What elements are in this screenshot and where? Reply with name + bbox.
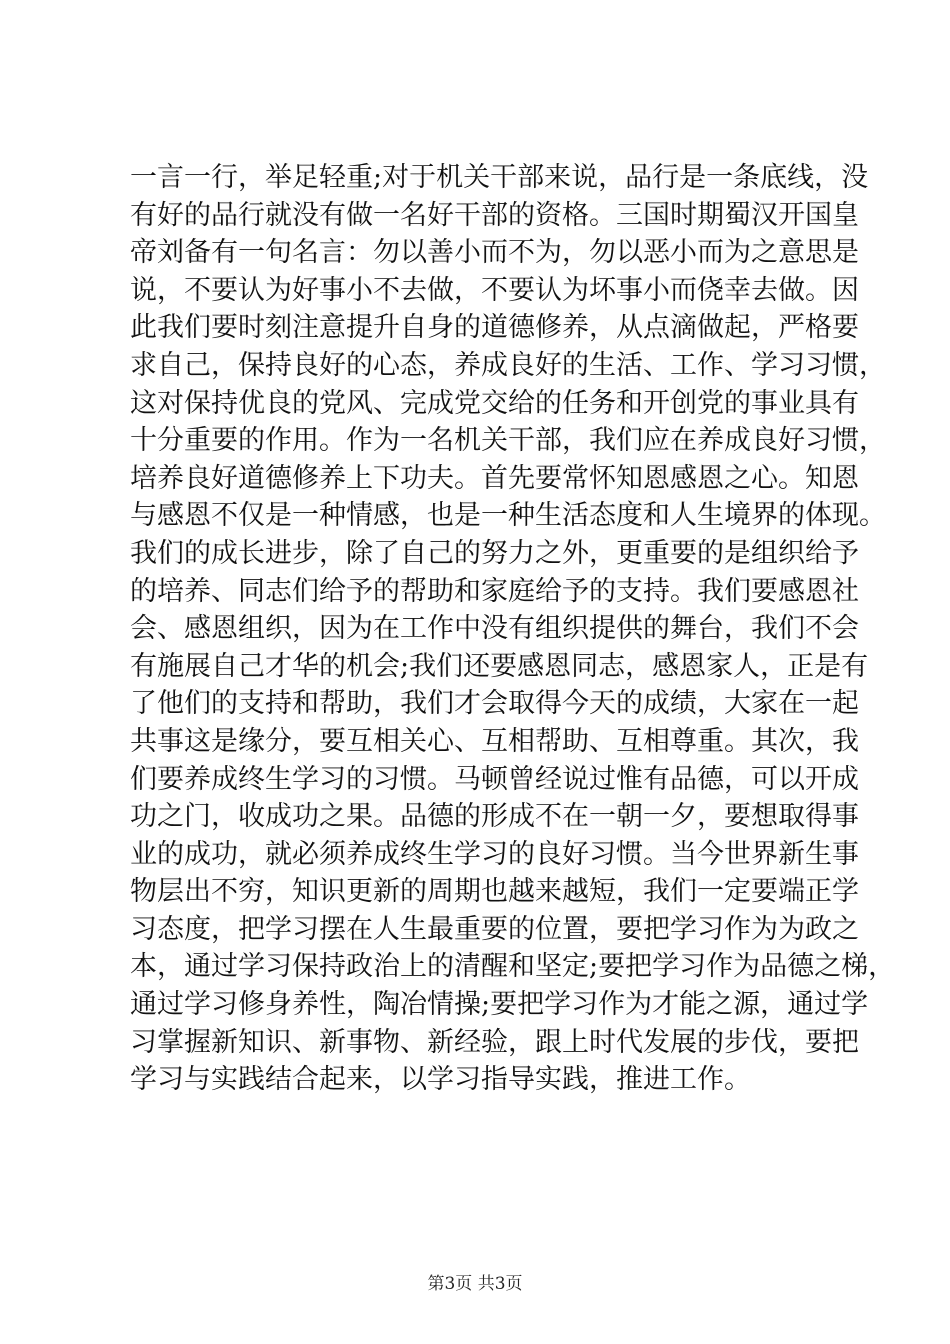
text-line: 十分重要的作用。作为一名机关干部，我们应在养成良好习惯， — [130, 425, 886, 457]
text-line: 的培养、同志们给予的帮助和家庭给予的支持。我们要感恩社 — [130, 575, 859, 607]
text-line: 我们的成长进步，除了自己的努力之外，更重要的是组织给予 — [130, 537, 859, 569]
text-line: 习态度，把学习摆在人生最重要的位置，要把学习作为为政之 — [130, 913, 859, 945]
text-line: 与感恩不仅是一种情感，也是一种生活态度和人生境界的体现。 — [130, 500, 886, 532]
text-line: 了他们的支持和帮助，我们才会取得今天的成绩，大家在一起 — [130, 688, 859, 720]
text-line: 帝刘备有一句名言：勿以善小而不为，勿以恶小而为之意思是 — [130, 237, 859, 269]
text-line: 有施展自己才华的机会;我们还要感恩同志，感恩家人，正是有 — [130, 650, 869, 682]
text-line: 培养良好道德修养上下功夫。首先要常怀知恩感恩之心。知恩 — [130, 462, 859, 494]
text-line: 一言一行，举足轻重;对于机关干部来说，品行是一条底线，没 — [130, 162, 869, 193]
text-line: 求自己，保持良好的心态，养成良好的生活、工作、学习习惯， — [130, 349, 886, 381]
text-line: 学习与实践结合起来，以学习指导实践，推进工作。 — [130, 1064, 751, 1096]
text-line: 说，不要认为好事小不去做，不要认为坏事小而侥幸去做。因 — [130, 274, 859, 306]
page-number-footer: 第3页 共3页 — [427, 1274, 523, 1294]
text-line: 物层出不穷，知识更新的周期也越来越短，我们一定要端正学 — [130, 876, 859, 908]
text-line: 们要养成终生学习的习惯。马顿曾经说过惟有品德，可以开成 — [130, 763, 859, 795]
text-line: 习掌握新知识、新事物、新经验，跟上时代发展的步伐，要把 — [130, 1026, 859, 1058]
text-line: 业的成功，就必须养成终生学习的良好习惯。当今世界新生事 — [130, 838, 859, 870]
text-line: 共事这是缘分，要互相关心、互相帮助、互相尊重。其次，我 — [130, 725, 859, 757]
body-paragraph — [130, 159, 896, 1099]
text-line: 有好的品行就没有做一名好干部的资格。三国时期蜀汉开国皇 — [130, 199, 859, 231]
text-line: 功之门，收成功之果。品德的形成不在一朝一夕，要想取得事 — [130, 801, 859, 833]
text-line: 本，通过学习保持政治上的清醒和坚定;要把学习作为品德之梯， — [130, 951, 896, 983]
text-line: 这对保持优良的党风、完成党交给的任务和开创党的事业具有 — [130, 387, 859, 419]
text-line: 会、感恩组织，因为在工作中没有组织提供的舞台，我们不会 — [130, 613, 859, 645]
text-line: 此我们要时刻注意提升自身的道德修养，从点滴做起，严格要 — [130, 312, 859, 344]
text-line: 通过学习修身养性，陶冶情操;要把学习作为才能之源，通过学 — [130, 989, 869, 1021]
